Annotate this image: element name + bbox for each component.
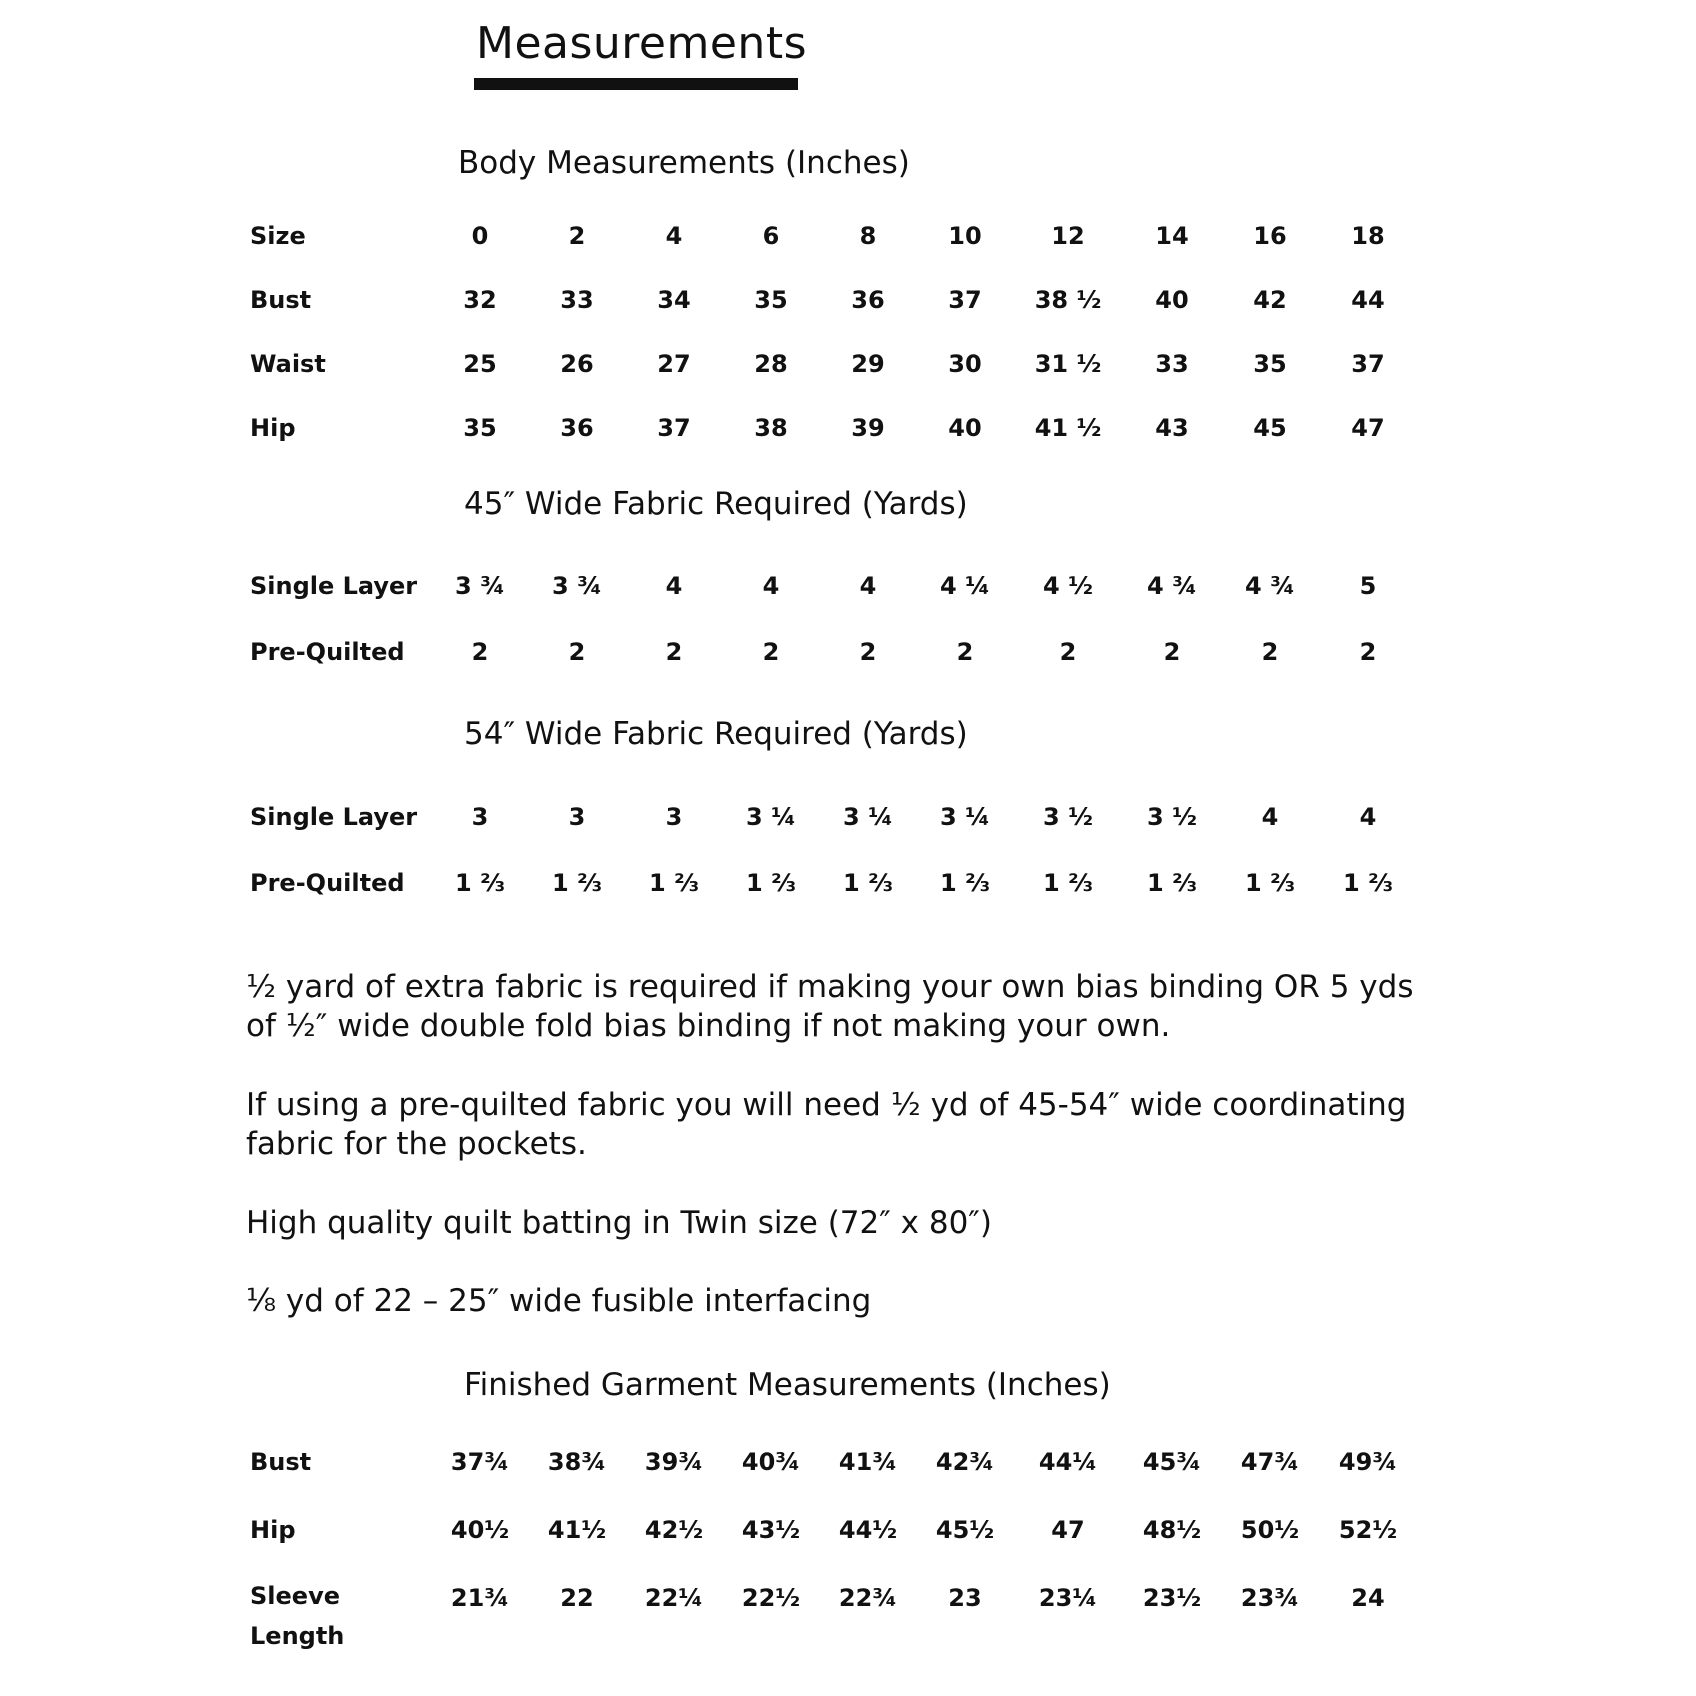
table-cell: 3 ¾ [552, 572, 602, 600]
table-cell: 1 ⅔ [1147, 869, 1197, 897]
table-cell: 23¼ [1038, 1584, 1098, 1612]
table-cell: 23¾ [1240, 1584, 1300, 1612]
table-cell: 38 [754, 414, 788, 442]
row-label: Pre-Quilted [250, 638, 405, 666]
table-cell: 3 ½ [1043, 803, 1093, 831]
table-cell: 26 [560, 350, 594, 378]
table-cell: 42¾ [935, 1448, 995, 1476]
fabric-45-heading: 45″ Wide Fabric Required (Yards) [464, 486, 968, 522]
row-label: Waist [250, 350, 326, 378]
table-cell: 4 [665, 572, 683, 600]
table-cell: 16 [1253, 222, 1287, 250]
table-cell: 1 ⅔ [843, 869, 893, 897]
table-cell: 4 [1359, 803, 1377, 831]
row-label: Hip [250, 414, 296, 442]
table-cell: 44½ [838, 1516, 898, 1544]
table-cell: 43 [1155, 414, 1189, 442]
row-label: Single Layer [250, 803, 418, 831]
table-cell: 22½ [741, 1584, 801, 1612]
table-cell: 10 [948, 222, 982, 250]
table-cell: 27 [657, 350, 691, 378]
table-cell: 4 [762, 572, 780, 600]
table-cell: 1 ⅔ [649, 869, 699, 897]
table-cell: 1 ⅔ [746, 869, 796, 897]
table-cell: 4 ½ [1043, 572, 1093, 600]
table-cell: 43½ [741, 1516, 801, 1544]
table-cell: 23 [948, 1584, 982, 1612]
table-cell: 36 [560, 414, 594, 442]
table-cell: 38¾ [547, 1448, 607, 1476]
table-cell: 35 [754, 286, 788, 314]
table-cell: 44¼ [1038, 1448, 1098, 1476]
table-cell: 12 [1051, 222, 1085, 250]
table-cell: 3 [471, 803, 489, 831]
table-cell: 33 [1155, 350, 1189, 378]
table-cell: 37¾ [450, 1448, 510, 1476]
table-cell: 47¾ [1240, 1448, 1300, 1476]
table-cell: 4 ¾ [1147, 572, 1197, 600]
table-cell: 4 ¼ [940, 572, 990, 600]
row-label: Bust [250, 1448, 312, 1476]
table-cell: 33 [560, 286, 594, 314]
table-cell: 37 [948, 286, 982, 314]
table-cell: 2 [665, 638, 683, 666]
table-cell: 2 [762, 638, 780, 666]
table-cell: 42½ [644, 1516, 704, 1544]
table-cell: 3 ¼ [746, 803, 796, 831]
table-cell: 1 ⅔ [940, 869, 990, 897]
row-label: Bust [250, 286, 312, 314]
table-cell: 4 ¾ [1245, 572, 1295, 600]
table-cell: 3 [568, 803, 586, 831]
table-cell: 2 [1163, 638, 1181, 666]
table-cell: 31 ½ [1034, 350, 1102, 378]
table-cell: 29 [851, 350, 885, 378]
table-cell: 45¾ [1142, 1448, 1202, 1476]
row-label: Sleeve Length [250, 1582, 345, 1650]
table-cell: 2 [471, 638, 489, 666]
table-cell: 1 ⅔ [1343, 869, 1393, 897]
note-batting: High quality quilt batting in Twin size (72″ x 80″) [246, 1205, 992, 1241]
table-cell: 8 [859, 222, 877, 250]
row-label: Size [250, 222, 306, 250]
table-cell: 3 ½ [1147, 803, 1197, 831]
row-label: Pre-Quilted [250, 869, 405, 897]
table-cell: 4 [859, 572, 877, 600]
table-cell: 0 [471, 222, 489, 250]
table-cell: 35 [463, 414, 497, 442]
table-cell: 38 ½ [1034, 286, 1102, 314]
table-cell: 45 [1253, 414, 1287, 442]
table-cell: 2 [1261, 638, 1279, 666]
table-cell: 30 [948, 350, 982, 378]
table-cell: 2 [1059, 638, 1077, 666]
table-cell: 40 [1155, 286, 1189, 314]
table-cell: 41½ [547, 1516, 607, 1544]
table-cell: 2 [1359, 638, 1377, 666]
table-cell: 41¾ [838, 1448, 898, 1476]
title-underline [474, 78, 798, 90]
table-cell: 4 [1261, 803, 1279, 831]
table-cell: 42 [1253, 286, 1287, 314]
table-cell: 22¾ [838, 1584, 898, 1612]
table-cell: 40 [948, 414, 982, 442]
note-bias-binding: ½ yard of extra fabric is required if making your own bias binding OR 5 yds of ½″ wide double fold bias binding if not making your own. [246, 969, 1414, 1044]
body-measurements-heading: Body Measurements (Inches) [458, 145, 910, 181]
table-cell: 14 [1155, 222, 1189, 250]
table-cell: 1 ⅔ [1245, 869, 1295, 897]
table-cell: 37 [657, 414, 691, 442]
table-cell: 47 [1051, 1516, 1085, 1544]
table-cell: 22 [560, 1584, 594, 1612]
table-cell: 2 [568, 222, 586, 250]
table-cell: 39 [851, 414, 885, 442]
table-cell: 41 ½ [1034, 414, 1102, 442]
table-cell: 37 [1351, 350, 1385, 378]
note-interfacing: ⅛ yd of 22 – 25″ wide fusible interfacing [246, 1283, 872, 1319]
table-cell: 18 [1351, 222, 1385, 250]
table-cell: 3 ¼ [940, 803, 990, 831]
table-cell: 40¾ [741, 1448, 801, 1476]
table-cell: 47 [1351, 414, 1385, 442]
table-cell: 50½ [1240, 1516, 1300, 1544]
table-cell: 3 ¼ [843, 803, 893, 831]
table-cell: 28 [754, 350, 788, 378]
table-cell: 2 [568, 638, 586, 666]
table-cell: 4 [665, 222, 683, 250]
table-cell: 1 ⅔ [552, 869, 602, 897]
table-cell: 49¾ [1338, 1448, 1398, 1476]
table-cell: 44 [1351, 286, 1385, 314]
fabric-54-heading: 54″ Wide Fabric Required (Yards) [464, 716, 968, 752]
table-cell: 25 [463, 350, 497, 378]
table-cell: 3 [665, 803, 683, 831]
table-cell: 35 [1253, 350, 1287, 378]
table-cell: 52½ [1338, 1516, 1398, 1544]
table-cell: 3 ¾ [455, 572, 505, 600]
table-cell: 1 ⅔ [1043, 869, 1093, 897]
table-cell: 40½ [450, 1516, 510, 1544]
table-cell: 5 [1359, 572, 1377, 600]
finished-garment-heading: Finished Garment Measurements (Inches) [464, 1367, 1111, 1403]
table-cell: 1 ⅔ [455, 869, 505, 897]
table-cell: 39¾ [644, 1448, 704, 1476]
note-pre-quilted: If using a pre-quilted fabric you will need ½ yd of 45-54″ wide coordinating fabric for the pockets. [246, 1087, 1407, 1162]
row-label: Single Layer [250, 572, 418, 600]
row-label: Hip [250, 1516, 296, 1544]
table-cell: 48½ [1142, 1516, 1202, 1544]
table-cell: 36 [851, 286, 885, 314]
table-cell: 6 [762, 222, 780, 250]
table-cell: 23½ [1142, 1584, 1202, 1612]
table-cell: 21¾ [450, 1584, 510, 1612]
table-cell: 24 [1351, 1584, 1385, 1612]
page-title: Measurements [476, 18, 807, 69]
table-cell: 34 [657, 286, 691, 314]
table-cell: 2 [956, 638, 974, 666]
table-cell: 32 [463, 286, 497, 314]
table-cell: 22¼ [644, 1584, 704, 1612]
table-cell: 2 [859, 638, 877, 666]
table-cell: 45½ [935, 1516, 995, 1544]
